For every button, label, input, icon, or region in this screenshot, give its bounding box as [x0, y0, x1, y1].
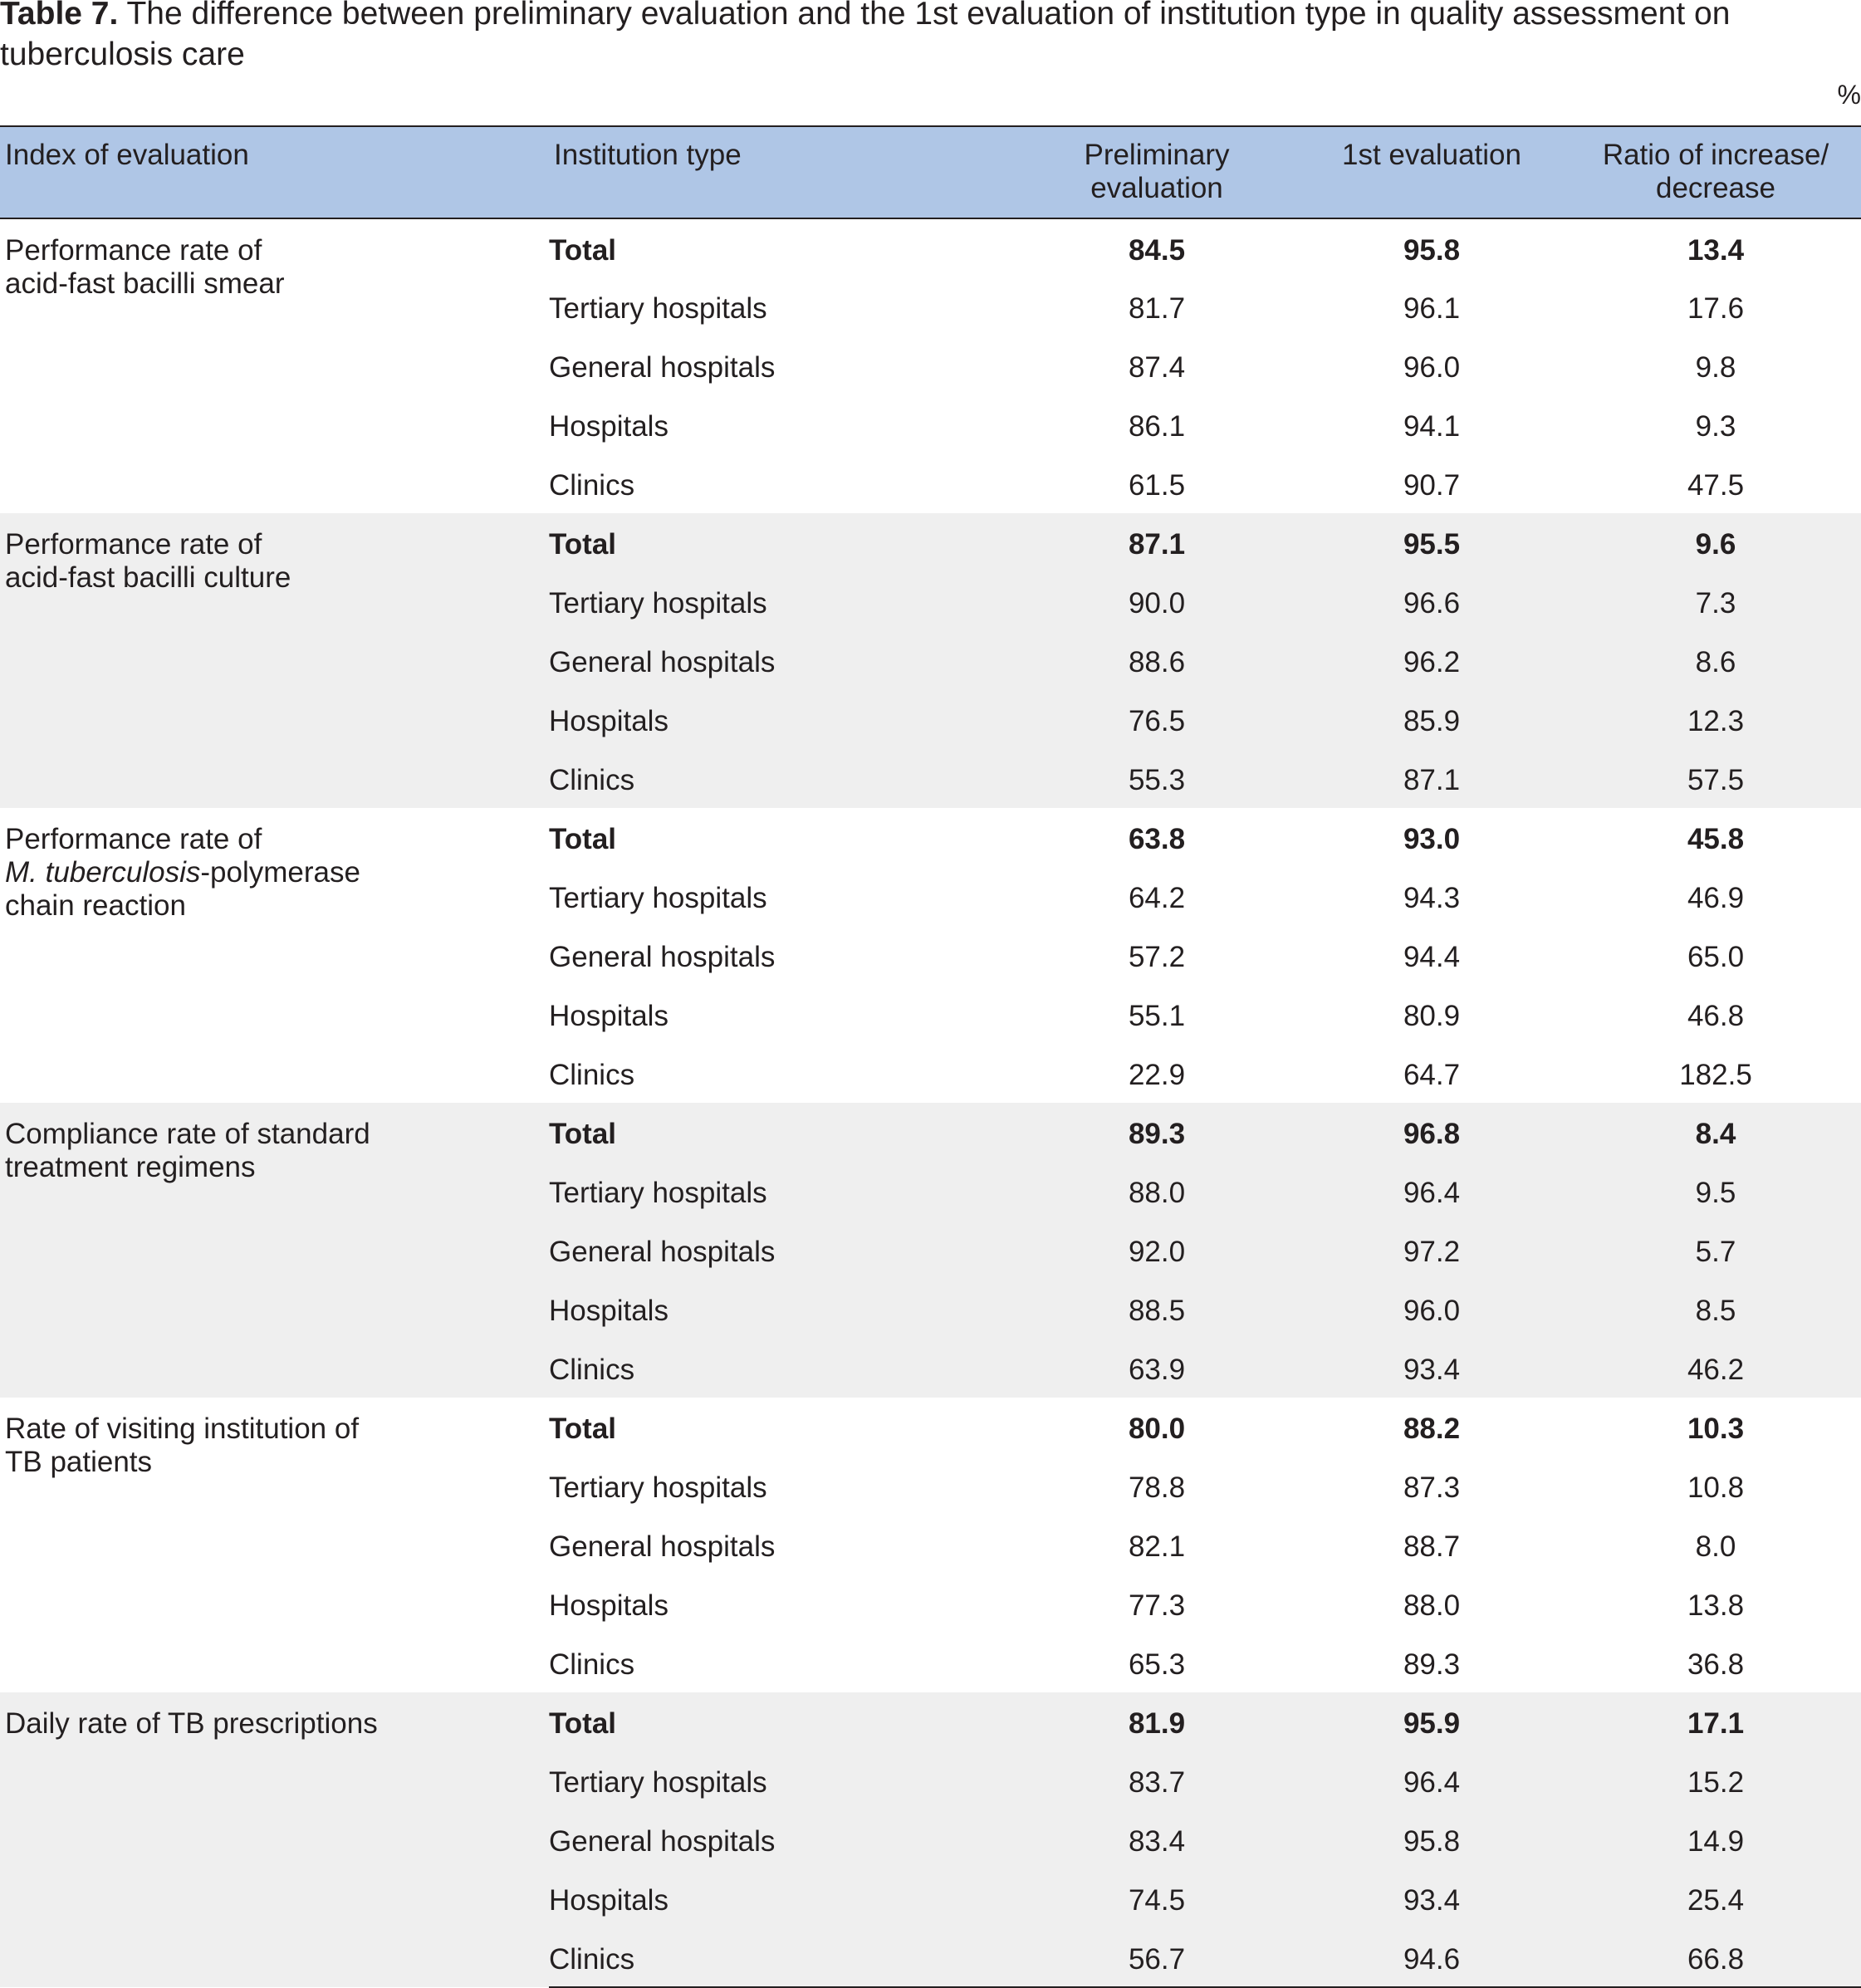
- first-evaluation-value-cell: 94.4: [1403, 941, 1461, 973]
- preliminary-value-cell: 88.6: [1128, 646, 1186, 678]
- first-evaluation-value-cell: 94.6: [1293, 1928, 1554, 1987]
- table-row: [0, 808, 1861, 867]
- first-evaluation-value-cell: 88.2: [1403, 1413, 1461, 1445]
- first-evaluation-value-cell: 96.4: [1403, 1177, 1461, 1209]
- first-evaluation-value-cell: 96.6: [1403, 587, 1461, 619]
- first-evaluation-value-cell: 89.3: [1403, 1648, 1461, 1681]
- institution-type-cell: Tertiary hospitals: [549, 1471, 767, 1504]
- preliminary-value-cell: 89.3: [1128, 1118, 1186, 1150]
- preliminary-value-cell: 63.9: [1128, 1354, 1186, 1386]
- index-line: treatment regimens: [5, 1151, 256, 1183]
- institution-type-cell: Clinics: [549, 1928, 921, 1987]
- preliminary-value-cell: 74.5: [1128, 1884, 1186, 1917]
- preliminary-value-cell: 63.8: [1128, 823, 1186, 855]
- first-evaluation-value-cell: 96.8: [1403, 1118, 1461, 1150]
- institution-type-cell: Tertiary hospitals: [549, 292, 767, 325]
- caption-text: The difference between preliminary evaluation and the 1st evaluation of institution type in quality assessment on tuberculosis care: [0, 0, 1731, 72]
- table-row: [0, 1398, 1861, 1457]
- institution-type-cell: Clinics: [549, 764, 635, 796]
- index-of-evaluation-cell: [0, 1692, 549, 1987]
- institution-type-cell: Clinics: [549, 1354, 635, 1386]
- first-evaluation-value-cell: 96.0: [1403, 351, 1461, 384]
- ratio-value-cell: 46.2: [1687, 1354, 1745, 1386]
- institution-type-cell: Total: [549, 234, 617, 267]
- ratio-value-cell: 45.8: [1687, 823, 1745, 855]
- institution-type-cell: Hospitals: [549, 410, 668, 443]
- preliminary-value-cell: 57.2: [1128, 941, 1186, 973]
- first-evaluation-value-cell: 95.8: [1403, 234, 1461, 267]
- ratio-value-cell: 9.3: [1695, 410, 1736, 443]
- index-of-evaluation-cell: [0, 1398, 549, 1692]
- preliminary-value-cell: 88.5: [1128, 1295, 1186, 1327]
- first-evaluation-value-cell: 95.9: [1403, 1707, 1461, 1740]
- preliminary-value-cell: 90.0: [1128, 587, 1186, 619]
- index-italic-species: M. tuberculosis: [5, 856, 201, 889]
- institution-type-cell: Clinics: [549, 1059, 635, 1091]
- institution-type-cell: General hospitals: [549, 351, 776, 384]
- table-label: Table 7.: [0, 0, 119, 32]
- preliminary-value-cell: 65.3: [1128, 1648, 1186, 1681]
- preliminary-value-cell: 83.4: [1128, 1825, 1186, 1858]
- table-row: [0, 1103, 1861, 1162]
- institution-type-cell: Hospitals: [549, 1000, 668, 1032]
- first-evaluation-value-cell: 90.7: [1403, 469, 1461, 502]
- preliminary-value-cell: 87.1: [1128, 528, 1186, 561]
- header-ratio-text: Ratio of increase/ decrease: [1602, 139, 1829, 204]
- preliminary-value-cell: 64.2: [1128, 882, 1186, 914]
- ratio-value-cell: 46.8: [1687, 1000, 1745, 1032]
- institution-type-cell: General hospitals: [549, 1825, 776, 1858]
- institution-type-cell: Clinics: [549, 1648, 635, 1681]
- table-caption: [0, 0, 1861, 75]
- ratio-value-cell: 12.3: [1687, 705, 1745, 737]
- institution-type-cell: Total: [549, 1707, 617, 1740]
- first-evaluation-value-cell: 96.0: [1403, 1295, 1461, 1327]
- preliminary-value-cell: 83.7: [1128, 1766, 1186, 1799]
- first-evaluation-value-cell: 93.4: [1403, 1884, 1461, 1917]
- index-line: Performance rate of: [5, 823, 262, 855]
- index-line-rest: -polymerase: [200, 856, 360, 889]
- institution-type-cell: General hospitals: [549, 941, 776, 973]
- preliminary-value-cell: 82.1: [1128, 1530, 1186, 1563]
- first-evaluation-value-cell: 96.1: [1403, 292, 1461, 325]
- institution-type-cell: General hospitals: [549, 1530, 776, 1563]
- first-evaluation-value-cell: 96.4: [1403, 1766, 1461, 1799]
- ratio-value-cell: 17.1: [1687, 1707, 1745, 1740]
- ratio-value-cell: 65.0: [1687, 941, 1745, 973]
- preliminary-value-cell: 92.0: [1128, 1236, 1186, 1268]
- ratio-value-cell: 7.3: [1695, 587, 1736, 619]
- index-line: Rate of visiting institution of: [5, 1413, 360, 1445]
- first-evaluation-value-cell: 87.1: [1403, 764, 1461, 796]
- ratio-value-cell: 66.8: [1554, 1928, 1861, 1987]
- preliminary-value-cell: 78.8: [1128, 1471, 1186, 1504]
- data-table: [0, 125, 1861, 1988]
- institution-type-cell: General hospitals: [549, 646, 776, 678]
- ratio-value-cell: 5.7: [1695, 1236, 1736, 1268]
- index-of-evaluation-cell: [0, 808, 549, 1103]
- first-evaluation-value-cell: 80.9: [1403, 1000, 1461, 1032]
- institution-type-cell: Total: [549, 528, 617, 561]
- institution-type-cell: General hospitals: [549, 1236, 776, 1268]
- ratio-value-cell: 47.5: [1687, 469, 1745, 502]
- ratio-value-cell: 14.9: [1687, 1825, 1745, 1858]
- institution-type-cell: Tertiary hospitals: [549, 1766, 767, 1799]
- first-evaluation-value-cell: 85.9: [1403, 705, 1461, 737]
- first-evaluation-value-cell: 88.7: [1403, 1530, 1461, 1563]
- index-line: Compliance rate of standard: [5, 1118, 370, 1150]
- first-evaluation-value-cell: 64.7: [1403, 1059, 1461, 1091]
- ratio-value-cell: 8.6: [1695, 646, 1736, 678]
- ratio-value-cell: 17.6: [1687, 292, 1745, 325]
- institution-type-cell: Total: [549, 1118, 617, 1150]
- institution-type-cell: Hospitals: [549, 1295, 668, 1327]
- ratio-value-cell: 15.2: [1687, 1766, 1745, 1799]
- first-evaluation-value-cell: 95.5: [1403, 528, 1461, 561]
- ratio-value-cell: 57.5: [1687, 764, 1745, 796]
- ratio-value-cell: 8.0: [1695, 1530, 1736, 1563]
- header-ratio: [1554, 126, 1861, 218]
- first-evaluation-value-cell: 94.1: [1403, 410, 1461, 443]
- first-evaluation-value-cell: 96.2: [1403, 646, 1461, 678]
- institution-type-cell: Tertiary hospitals: [549, 587, 767, 619]
- preliminary-value-cell: 55.1: [1128, 1000, 1186, 1032]
- unit-label: %: [1837, 80, 1861, 110]
- institution-type-cell: Clinics: [549, 469, 635, 502]
- ratio-value-cell: 36.8: [1687, 1648, 1745, 1681]
- institution-type-cell: Tertiary hospitals: [549, 882, 767, 914]
- table-row: [0, 218, 1861, 277]
- preliminary-value-cell: 56.7: [921, 1928, 1293, 1987]
- first-evaluation-value-cell: 93.0: [1403, 823, 1461, 855]
- index-line: Performance rate of: [5, 234, 262, 267]
- ratio-value-cell: 46.9: [1687, 882, 1745, 914]
- preliminary-value-cell: 80.0: [1128, 1413, 1186, 1445]
- header-index: Index of evaluation: [0, 126, 549, 218]
- first-evaluation-value-cell: 88.0: [1403, 1589, 1461, 1622]
- header-first: 1st evaluation: [1293, 126, 1554, 218]
- ratio-value-cell: 9.8: [1695, 351, 1736, 384]
- ratio-value-cell: 13.8: [1687, 1589, 1745, 1622]
- ratio-value-cell: 10.8: [1687, 1471, 1745, 1504]
- header-institution: Institution type: [549, 126, 921, 218]
- institution-type-cell: Hospitals: [549, 1884, 668, 1917]
- ratio-value-cell: 8.5: [1695, 1295, 1736, 1327]
- preliminary-value-cell: 81.7: [1128, 292, 1186, 325]
- index-line: TB patients: [5, 1446, 153, 1478]
- institution-type-cell: Hospitals: [549, 705, 668, 737]
- preliminary-value-cell: 81.9: [1128, 1707, 1186, 1740]
- preliminary-value-cell: 88.0: [1128, 1177, 1186, 1209]
- ratio-value-cell: 9.5: [1695, 1177, 1736, 1209]
- index-line: acid-fast bacilli smear: [5, 267, 285, 300]
- preliminary-value-cell: 76.5: [1128, 705, 1186, 737]
- first-evaluation-value-cell: 94.3: [1403, 882, 1461, 914]
- table-row: [0, 513, 1861, 572]
- first-evaluation-value-cell: 95.8: [1403, 1825, 1461, 1858]
- table-row: [0, 1692, 1861, 1751]
- index-line: Performance rate of: [5, 528, 262, 561]
- institution-type-cell: Total: [549, 823, 617, 855]
- index-line: acid-fast bacilli culture: [5, 561, 291, 594]
- ratio-value-cell: 10.3: [1687, 1413, 1745, 1445]
- index-line: Daily rate of TB prescriptions: [5, 1707, 378, 1740]
- preliminary-value-cell: 77.3: [1128, 1589, 1186, 1622]
- ratio-value-cell: 8.4: [1695, 1118, 1736, 1150]
- index-line: [5, 856, 549, 889]
- preliminary-value-cell: 87.4: [1128, 351, 1186, 384]
- ratio-value-cell: 25.4: [1687, 1884, 1745, 1917]
- header-row: [0, 126, 1861, 218]
- first-evaluation-value-cell: 97.2: [1403, 1236, 1461, 1268]
- index-of-evaluation-cell: [0, 1103, 549, 1398]
- ratio-value-cell: 182.5: [1679, 1059, 1752, 1091]
- preliminary-value-cell: 86.1: [1128, 410, 1186, 443]
- institution-type-cell: Total: [549, 1413, 617, 1445]
- preliminary-value-cell: 84.5: [1128, 234, 1186, 267]
- preliminary-value-cell: 55.3: [1128, 764, 1186, 796]
- ratio-value-cell: 13.4: [1687, 234, 1745, 267]
- institution-type-cell: Tertiary hospitals: [549, 1177, 767, 1209]
- preliminary-value-cell: 61.5: [1128, 469, 1186, 502]
- ratio-value-cell: 9.6: [1695, 528, 1736, 561]
- first-evaluation-value-cell: 87.3: [1403, 1471, 1461, 1504]
- index-of-evaluation-cell: [0, 218, 549, 513]
- header-preliminary: Preliminary evaluation: [921, 126, 1293, 218]
- institution-type-cell: Hospitals: [549, 1589, 668, 1622]
- index-line: chain reaction: [5, 889, 186, 922]
- index-of-evaluation-cell: [0, 513, 549, 808]
- first-evaluation-value-cell: 93.4: [1403, 1354, 1461, 1386]
- preliminary-value-cell: 22.9: [1128, 1059, 1186, 1091]
